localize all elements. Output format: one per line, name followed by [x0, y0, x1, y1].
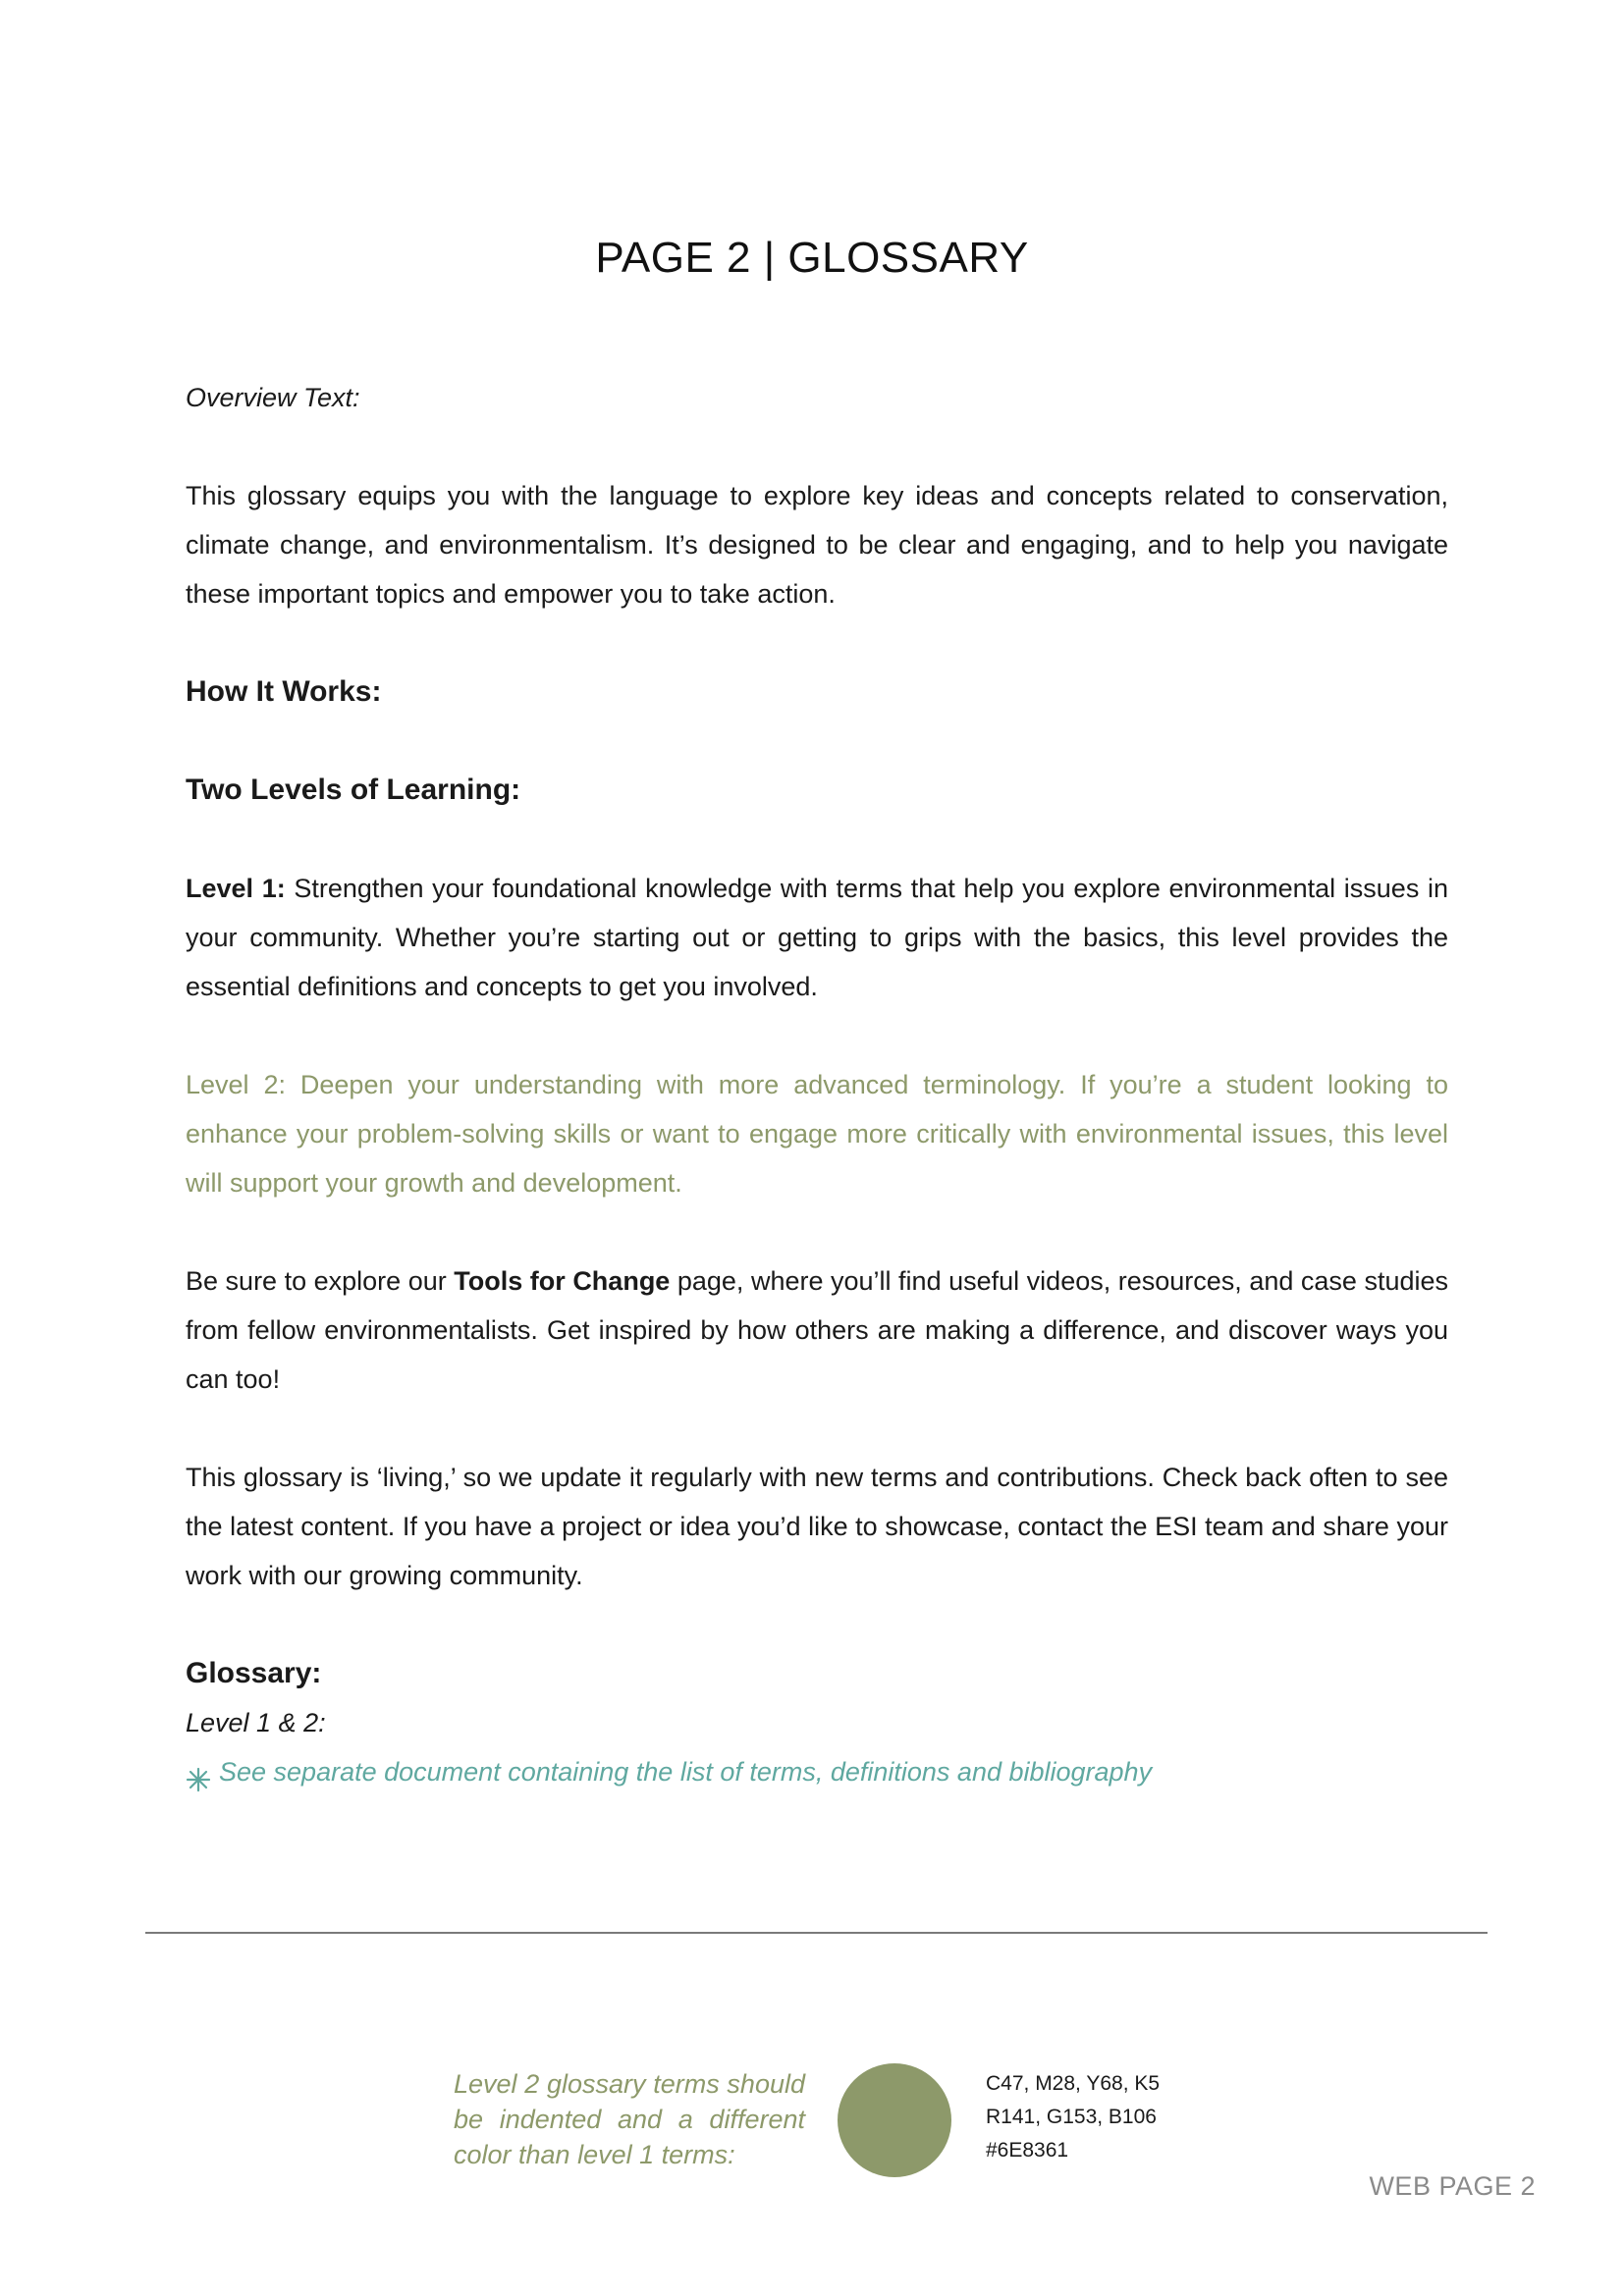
level2-paragraph — [186, 1060, 1448, 1207]
main-content — [186, 373, 1448, 1796]
two-levels-heading: Two Levels of Learning: — [186, 774, 521, 806]
cmyk-value: C47, M28, Y68, K5 — [986, 2072, 1161, 2095]
color-codes — [986, 2067, 1160, 2167]
glossary-note — [186, 1747, 1448, 1796]
footer-divider — [145, 1932, 1488, 1934]
rgb-value: R141, G153, B106 — [986, 2106, 1157, 2128]
hex-value: #6E8361 — [986, 2139, 1069, 2162]
web-page-label: WEB PAGE 2 — [1369, 2171, 1536, 2201]
glossary-note-text: See separate document containing the list of terms, definitions and bibliography — [219, 1757, 1153, 1787]
color-swatch — [838, 2063, 951, 2177]
level1-paragraph — [186, 864, 1448, 1011]
level2-text: Deepen your understanding with more advanced terminology. If you’re a student looking to enhance your problem-solving skills or want to engage more critically with environmental issues, this level will support your growth and development. — [186, 1070, 1448, 1198]
tools-for-change-link[interactable]: Tools for Change — [454, 1266, 671, 1296]
how-it-works-heading: How It Works: — [186, 675, 382, 708]
level1-text: Strengthen your foundational knowledge with terms that help you explore environmental issues in your community. Whether you’re starting out or getting to grips with the basics, this level provides the essential definitions and concepts to get you involved. — [186, 874, 1448, 1001]
level2-label: Level 2: — [186, 1070, 286, 1099]
asterisk-icon — [186, 1759, 211, 1785]
overview-paragraph: This glossary equips you with the language to explore key ideas and concepts related to conservation, climate change, and environmentalism. It’s designed to be clear and engaging, and to help you navigate these important topics and empower you to take action. — [186, 481, 1448, 609]
tools-paragraph — [186, 1256, 1448, 1404]
living-paragraph: This glossary is ‘living,’ so we update it regularly with new terms and contributions. Check back often to see the latest content. If you have a project or idea you’d like to showcase, contact the ESI team and share your work with our growing community. — [186, 1463, 1448, 1590]
tools-paragraph-before: Be sure to explore our — [186, 1266, 455, 1296]
overview-label: Overview Text: — [186, 383, 360, 412]
page-title: PAGE 2 | GLOSSARY — [595, 234, 1029, 282]
glossary-heading: Glossary: — [186, 1657, 322, 1689]
footer-note: Level 2 glossary terms should be indented and a different color than level 1 terms: — [454, 2069, 805, 2169]
level1-label: Level 1: — [186, 874, 286, 903]
tools-paragraph-after: page, where you’ll find useful videos, resources, and case studies from fellow environmentalists. Get inspired by how others are making a difference, and discover ways you can too! — [186, 1266, 1449, 1394]
glossary-levels-label: Level 1 & 2: — [186, 1708, 326, 1737]
